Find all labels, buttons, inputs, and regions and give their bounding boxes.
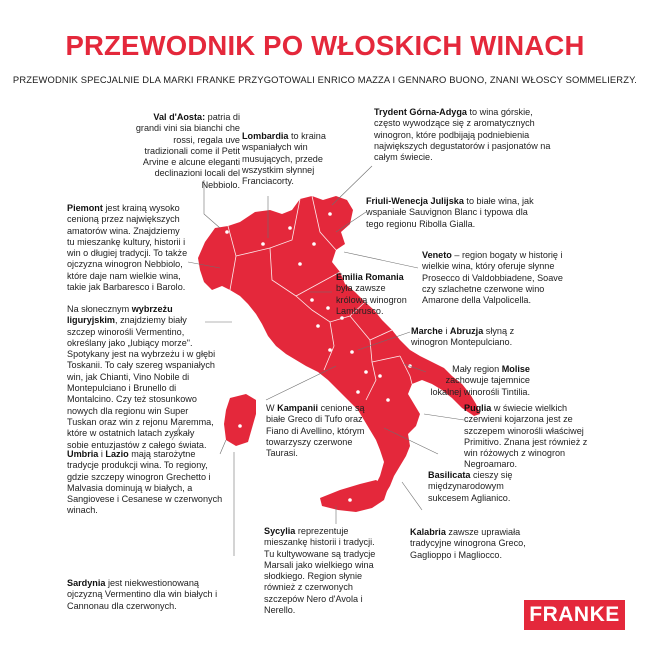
region-note-kampania: W Kampanii cenione są białe Greco di Tufo oraz Fiano di Avellino, którym towarzyszy czerwone Taurasi. xyxy=(266,403,365,459)
franke-logo: FRANKE xyxy=(524,600,625,630)
region-name-kampania: Kampanii xyxy=(277,403,319,413)
region-name-piemont: Piemont xyxy=(67,203,103,213)
region-note-aosta: Val d'Aosta: patria di grandi vini sia bianchi che rossi, regala uve tradizionali come il Petit Arvine e alcune eleganti declinazioni locali del Nebbiolo. xyxy=(135,112,240,190)
region-name-lombardia: Lombardia xyxy=(242,131,289,141)
region-note-molise: Mały region Molise zachowuje tajemnice lokalnej winorośli Tintilia. xyxy=(430,364,530,397)
region-name-kalabria: Kalabria xyxy=(410,527,446,537)
region-name-lazio: Lazio xyxy=(105,449,129,459)
region-note-basilicata: Basilicata cieszy się międzynarodowym sukcesem Aglianico. xyxy=(428,470,513,503)
region-name-aosta: Val d'Aosta: xyxy=(153,112,206,122)
sicily-island xyxy=(320,480,388,512)
region-name-umbria: Umbria xyxy=(67,449,99,459)
region-name-sycylia: Sycylia xyxy=(264,526,296,536)
region-note-sardynia: Sardynia jest niekwestionowaną ojczyzną Vermentino dla win białych i Cannonau dla czerwonych. xyxy=(67,578,218,611)
page-title: PRZEWODNIK PO WŁOSKICH WINACH xyxy=(65,30,585,61)
region-name-puglia: Puglia xyxy=(464,403,492,413)
region-note-friuli: Friuli-Wenecja Julijska to białe wina, jak wspaniałe Sauvignon Blanc i typowa dla tego regionu Ribolla Gialla. xyxy=(366,196,534,229)
region-note-kalabria: Kalabria zawsze uprawiała tradycyjne winogrona Greco, Gaglioppo i Magliocco. xyxy=(410,527,526,560)
region-note-puglia: Puglia w świecie wielkich czerwieni kojarzona jest ze szczepem winorośli właściwej Primitivo. Znana jest również z win różowych z winogron Negroamaro. xyxy=(464,403,588,470)
region-note-veneto: Veneto – region bogaty w historię i wielkie wina, który oferuje słynne Prosecco di Valdobbiadene, Soave czy szlachetne czerwone wino Amarone della Valpolicella. xyxy=(422,250,563,306)
region-name-emilia: Emilia Romania xyxy=(336,272,404,282)
region-name-sardynia: Sardynia xyxy=(67,578,106,588)
sardinia-island xyxy=(224,394,256,446)
region-name-trydent: Trydent Górna-Adyga xyxy=(374,107,467,117)
region-name-basilicata: Basilicata xyxy=(428,470,471,480)
region-name-friuli: Friuli-Wenecja Julijska xyxy=(366,196,464,206)
region-note-emilia: Emilia Romania była zawsze królową winogron Lambrusco. xyxy=(336,272,407,316)
region-name-veneto: Veneto xyxy=(422,250,452,260)
region-note-sycylia: Sycylia reprezentuje mieszankę historii i tradycji. Tu kultywowane są tradycje Marsali jako wielkiego wina słodkiego. Region słynie również z czerwonych szczepów Nero d'Avola i Nerello. xyxy=(264,526,376,616)
region-note-marche: Marche i Abruzja słyną z winogron Montepulciano. xyxy=(411,326,515,348)
region-note-liguria: Na słonecznym wybrzeżu liguryjskim, znajdziemy biały szczep winorośli Vermentino, określany jako „lubiący morze". Spotykany jest na wybrzeżu i w głębi Toskanii. To cały szereg wspaniałych win, jak Chianti, Vino Nobile di Montepulciano i Brunello di Montalcino. Czy też stosunkowo nowych dla regionu win Super Tuskan oraz win z rejonu Maremma, które w ostatnich latach zyskały sobie entuzjastów z całego świata. xyxy=(67,304,216,450)
page-subtitle: PRZEWODNIK SPECJALNIE DLA MARKI FRANKE PRZYGOTOWALI ENRICO MAZZA I GENNARO BUONO, ZNANI WŁOSCY SOMMELIERZY. xyxy=(12,74,638,85)
region-note-umbria: Umbria i Lazio mają starożytne tradycje produkcji wina. To regiony, gdzie szczepy winogron Grechetto i Malvasia dominują w białych, a Sangiovese i Cesanese w czerwonych winach. xyxy=(67,449,223,516)
region-name-liguria: wybrzeżu liguryjskim xyxy=(67,304,173,326)
region-name-abruzja: Abruzja xyxy=(449,326,484,336)
region-note-trydent: Trydent Górna-Adyga to wina górskie, często wywodzące się z aromatycznych winogron, które podbijają podniebienia największych degustatorów i pasjonatów na całym świecie. xyxy=(374,107,551,163)
region-note-piemont: Piemont jest krainą wysoko cenioną przez największych amatorów wina. Znajdziemy tu mieszankę kultury, historii i win o długiej tradycji. To także ojczyzna winogron Nebbiolo, które daje nam wielkie wina, takie jak Barbaresco i Barolo. xyxy=(67,203,188,293)
region-name-molise: Molise xyxy=(501,364,530,374)
region-name-marche: Marche xyxy=(411,326,443,336)
region-note-lombardia: Lombardia to kraina wspaniałych win musujących, przede wszystkim słynnej Franciacorty. xyxy=(242,131,326,187)
